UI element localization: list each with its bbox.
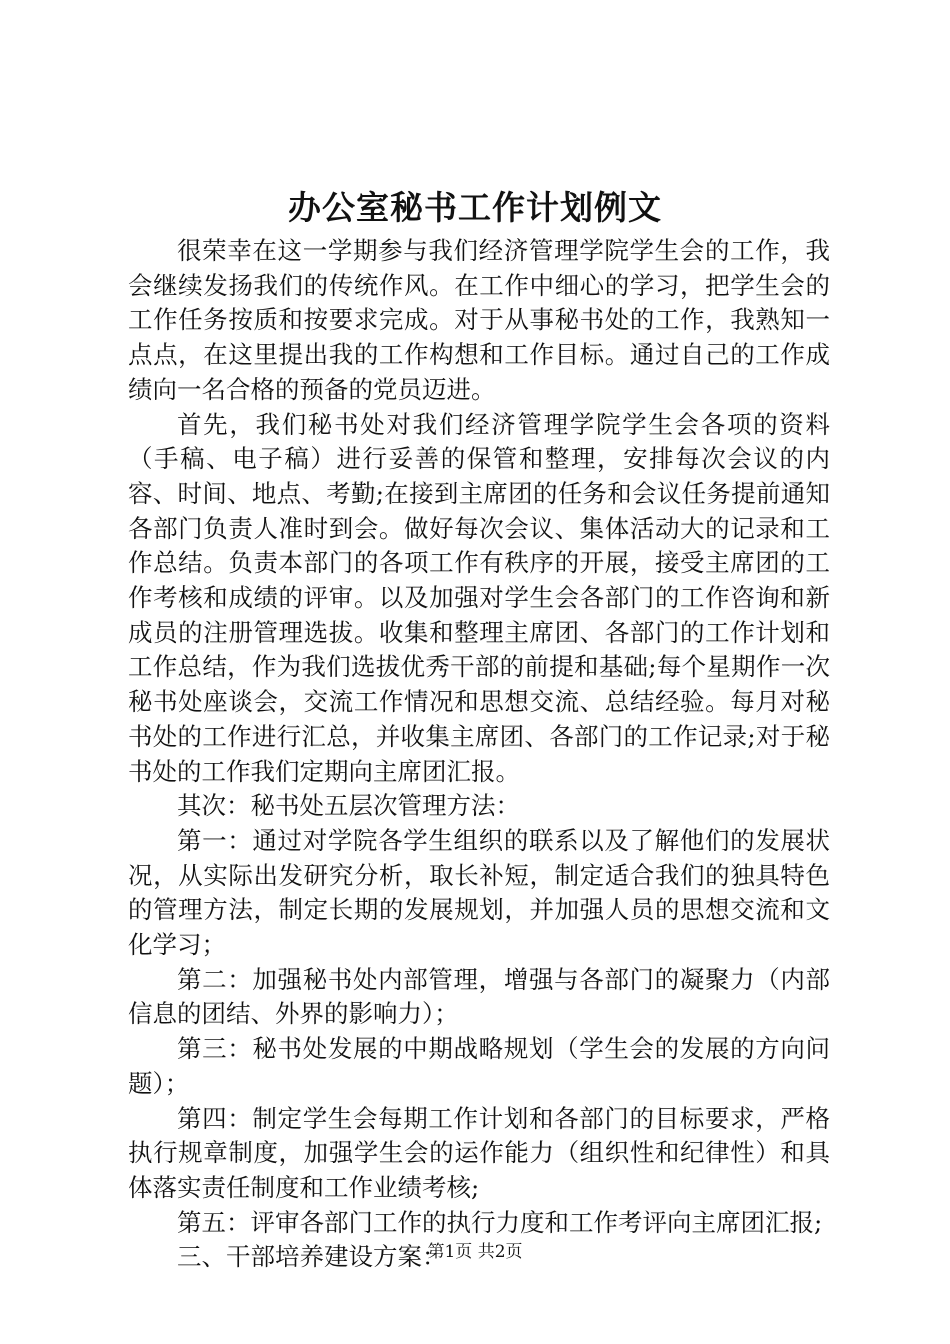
paragraph-level-five: 第五：评审各部门工作的执行力度和工作考评向主席团汇报; bbox=[177, 1207, 823, 1237]
paragraph-level-one: 第一：通过对学院各学生组织的联系以及了解他们的发展状况，从实际出发研究分析，取长补短，制定适合我们的独具特色的管理方法，制定长期的发展规划，并加强人员的思想交流和文化学习； bbox=[128, 825, 830, 960]
paragraph-intro: 很荣幸在这一学期参与我们经济管理学院学生会的工作，我会继续发扬我们的传统作风。在工作中细心的学习，把学生会的工作任务按质和按要求完成。对于从事秘书处的工作，我熟知一点点，在这里提出我的工作构想和工作目标。通过自己的工作成绩向一名合格的预备的党员迈进。 bbox=[128, 236, 830, 404]
paragraph-section-three: 三、干部培养建设方案： bbox=[177, 1242, 447, 1272]
page-footer: 第1页 共2页 bbox=[427, 1242, 523, 1262]
document-title: 办公室秘书工作计划例文 bbox=[288, 188, 662, 227]
document-body bbox=[128, 234, 830, 1275]
paragraph-level-two: 第二：加强秘书处内部管理，增强与各部门的凝聚力（内部信息的团结、外界的影响力）； bbox=[128, 964, 830, 1029]
paragraph-first: 首先，我们秘书处对我们经济管理学院学生会各项的资料（手稿、电子稿）进行妥善的保管和整理，安排每次会议的内容、时间、地点、考勤;在接到主席团的任务和会议任务提前通知各部门负责人准时到会。做好每次会议、集体活动大的记录和工作总结。负责本部门的各项工作有秩序的开展，接受主席团的工作考核和成绩的评审。以及加强对学生会各部门的工作咨询和新成员的注册管理选拔。收集和整理主席团、各部门的工作计划和工作总结，作为我们选拔优秀干部的前提和基础;每个星期作一次秘书处座谈会，交流工作情况和思想交流、总结经验。每月对秘书处的工作进行汇总，并收集主席团、各部门的工作记录;对于秘书处的工作我们定期向主席团汇报。 bbox=[128, 409, 830, 786]
paragraph-second-heading: 其次：秘书处五层次管理方法： bbox=[177, 791, 520, 821]
paragraph-level-three: 第三：秘书处发展的中期战略规划（学生会的发展的方向问题）； bbox=[128, 1034, 830, 1098]
paragraph-level-four: 第四：制定学生会每期工作计划和各部门的目标要求，严格执行规章制度，加强学生会的运作能力（组织性和纪律性）和具体落实责任制度和工作业绩考核; bbox=[128, 1103, 830, 1202]
